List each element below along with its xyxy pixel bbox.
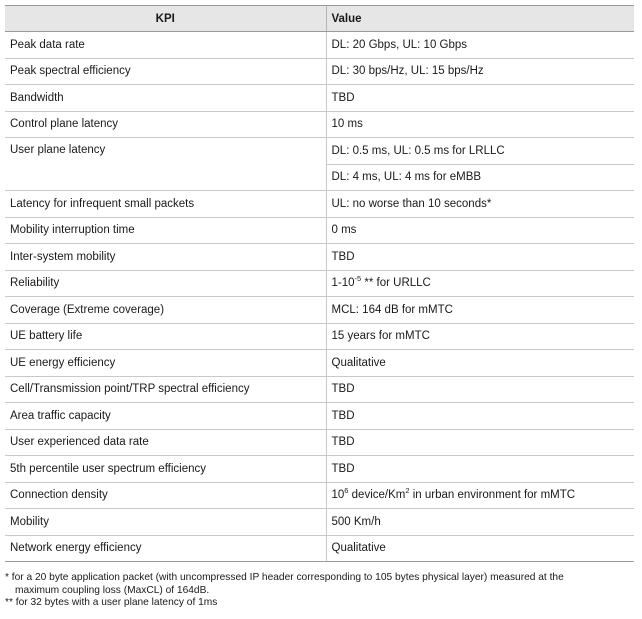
- kpi-cell: Latency for infrequent small packets: [5, 191, 326, 218]
- value-text: device/Km: [348, 489, 406, 502]
- value-cell: Qualitative: [326, 535, 634, 562]
- kpi-cell: Peak data rate: [5, 32, 326, 59]
- value-cell: [326, 482, 634, 509]
- kpi-cell: Reliability: [5, 270, 326, 297]
- table-row: [5, 403, 634, 430]
- table-row: [5, 32, 634, 59]
- table-row: [5, 85, 634, 112]
- value-cell: DL: 4 ms, UL: 4 ms for eMBB: [326, 164, 634, 191]
- kpi-cell: Area traffic capacity: [5, 403, 326, 430]
- kpi-cell: Control plane latency: [5, 111, 326, 138]
- value-cell: 0 ms: [326, 217, 634, 244]
- value-text: ** for URLLC: [361, 277, 431, 290]
- kpi-cell: Network energy efficiency: [5, 535, 326, 562]
- table-row: [5, 138, 634, 165]
- superscript: 2: [405, 486, 410, 496]
- footnote-2: ** for 32 bytes with a user plane latency of 1ms: [5, 597, 218, 608]
- value-cell: TBD: [326, 403, 634, 430]
- value-text: 10: [331, 489, 345, 502]
- value-text: 1-10: [331, 277, 355, 290]
- value-cell: DL: 30 bps/Hz, UL: 15 bps/Hz: [326, 58, 634, 85]
- value-cell: [326, 270, 634, 297]
- table-row: [5, 58, 634, 85]
- table-row: [5, 191, 634, 218]
- value-cell: TBD: [326, 85, 634, 112]
- kpi-table: [5, 5, 634, 562]
- kpi-cell: UE energy efficiency: [5, 350, 326, 377]
- kpi-cell: 5th percentile user spectrum efficiency: [5, 456, 326, 483]
- header-kpi: KPI: [5, 6, 326, 32]
- value-cell: DL: 20 Gbps, UL: 10 Gbps: [326, 32, 634, 59]
- kpi-cell: Bandwidth: [5, 85, 326, 112]
- table-row: [5, 111, 634, 138]
- value-cell: TBD: [326, 456, 634, 483]
- kpi-cell: Inter-system mobility: [5, 244, 326, 271]
- value-cell: TBD: [326, 429, 634, 456]
- table-row: [5, 244, 634, 271]
- table-row: [5, 456, 634, 483]
- table-row: [5, 535, 634, 562]
- value-cell: UL: no worse than 10 seconds*: [326, 191, 634, 218]
- kpi-cell: User experienced data rate: [5, 429, 326, 456]
- value-text: in urban environment for mMTC: [409, 489, 576, 502]
- footnote-1-line-2: maximum coupling loss (MaxCL) of 164dB.: [15, 584, 210, 596]
- value-cell: 500 Km/h: [326, 509, 634, 536]
- value-cell: TBD: [326, 376, 634, 403]
- kpi-cell: Coverage (Extreme coverage): [5, 297, 326, 324]
- value-cell: Qualitative: [326, 350, 634, 377]
- value-cell: 15 years for mMTC: [326, 323, 634, 350]
- kpi-cell: User plane latency: [5, 138, 326, 191]
- kpi-cell: UE battery life: [5, 323, 326, 350]
- table-row: [5, 376, 634, 403]
- kpi-cell: Mobility: [5, 509, 326, 536]
- superscript: 6: [344, 486, 349, 496]
- table-row: [5, 270, 634, 297]
- header-value: Value: [326, 6, 634, 32]
- table-row: [5, 350, 634, 377]
- table-row: [5, 323, 634, 350]
- footnote-1-line-1: * for a 20 byte application packet (with uncompressed IP header corresponding to 105 bytes physical layer) measured at the: [5, 572, 564, 583]
- table-footnotes: [5, 572, 634, 610]
- table-row: [5, 509, 634, 536]
- table-header-row: [5, 6, 634, 32]
- kpi-cell: Mobility interruption time: [5, 217, 326, 244]
- kpi-cell: Cell/Transmission point/TRP spectral efficiency: [5, 376, 326, 403]
- table-row: [5, 217, 634, 244]
- value-cell: 10 ms: [326, 111, 634, 138]
- table-row: [5, 429, 634, 456]
- table-row: [5, 482, 634, 509]
- kpi-cell: Peak spectral efficiency: [5, 58, 326, 85]
- value-cell: MCL: 164 dB for mMTC: [326, 297, 634, 324]
- superscript: -5: [354, 274, 362, 284]
- table-row: [5, 297, 634, 324]
- kpi-table-container: [5, 5, 634, 562]
- value-cell: DL: 0.5 ms, UL: 0.5 ms for LRLLC: [326, 138, 634, 165]
- kpi-cell: Connection density: [5, 482, 326, 509]
- value-cell: TBD: [326, 244, 634, 271]
